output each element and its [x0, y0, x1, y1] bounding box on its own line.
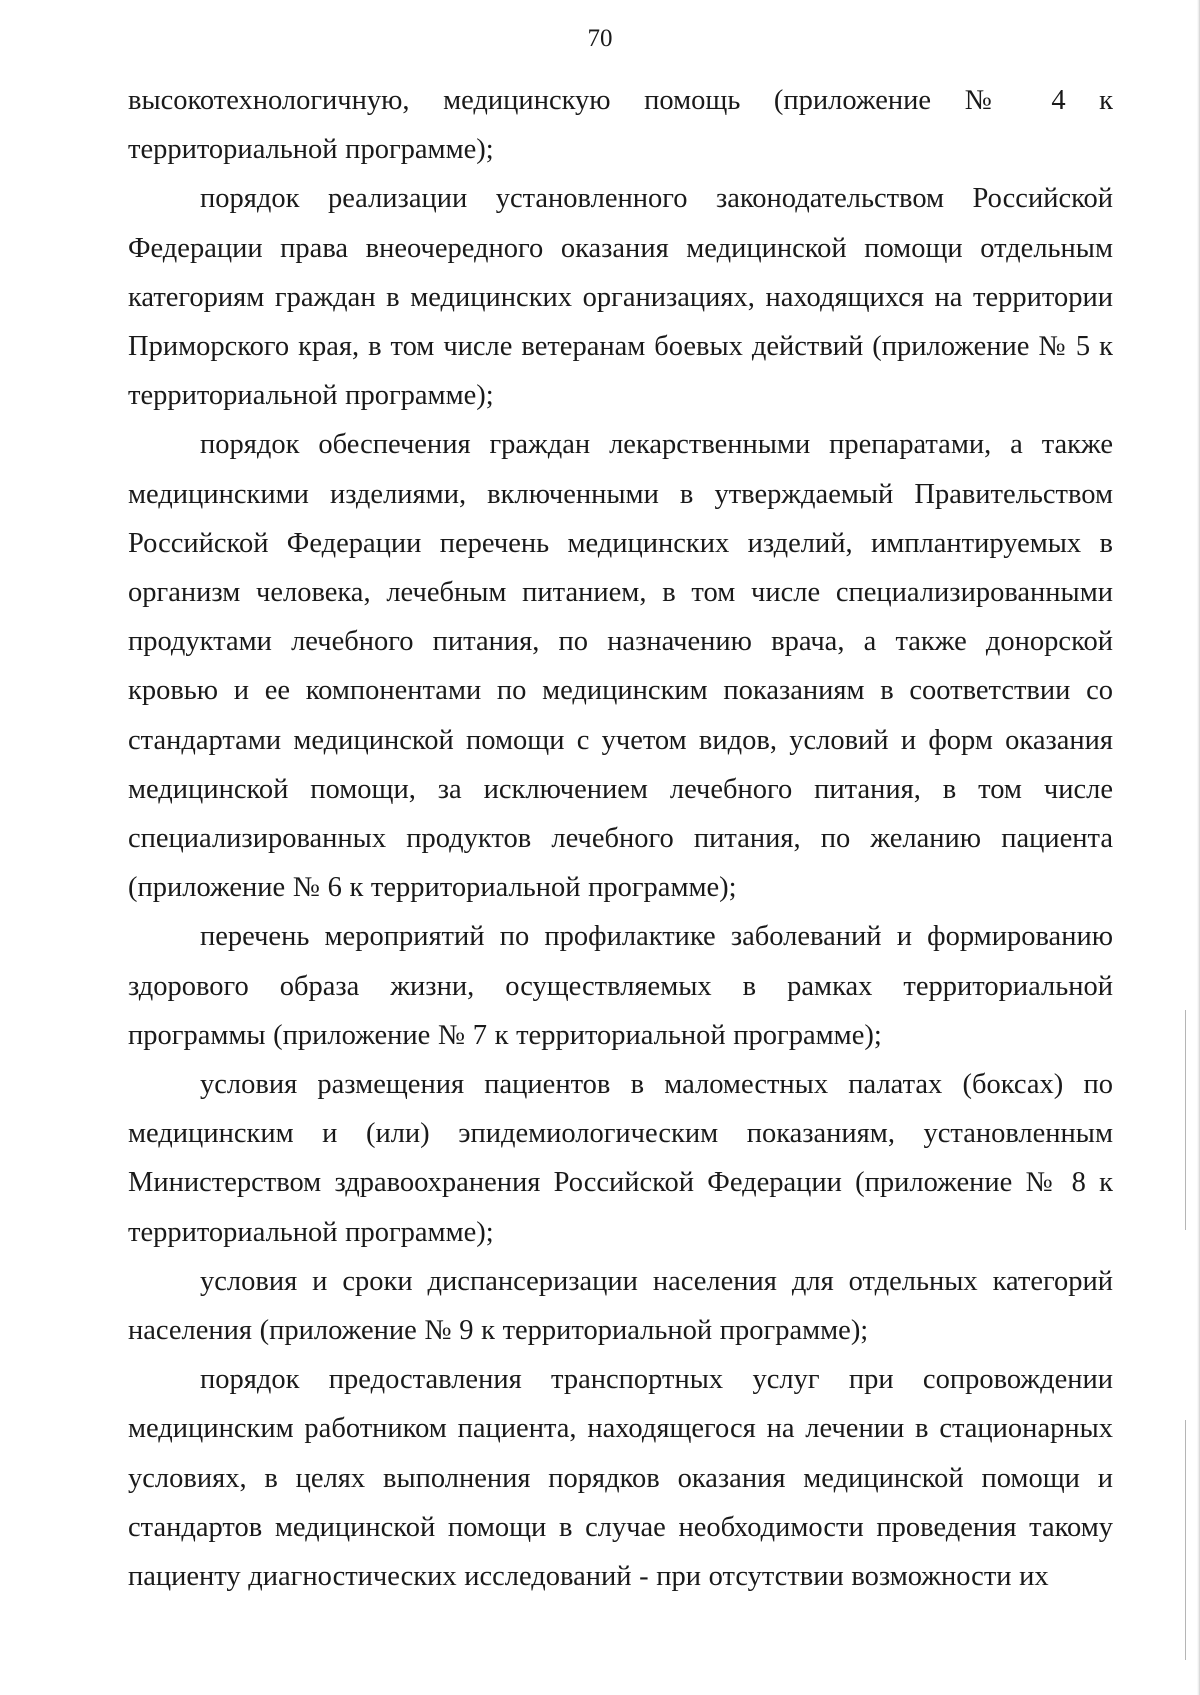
paragraph-drug-provision-order: порядок обеспечения граждан лекарственными препаратами, а также медицинскими изделиями, включенными в утверждаемый Правительством Российской Федерации перечень медицинских изделий, имплантируемых в организм человека, лечебным питанием, в том числе специализированными продуктами лечебного питания, по назначению врача, а также донорской кровью и ее компонентами по медицинским показаниям в соответствии со стандартами медицинской помощи с учетом видов, условий и форм оказания медицинской помощи, за исключением лечебного питания, в том числе специализированных продуктов лечебного питания, по желанию пациента (приложение № 6 к территориальной программе); [128, 429, 1113, 904]
paragraph-transport-services-order: порядок предоставления транспортных услуг при сопровождении медицинским работником пациента, находящегося на лечении в стационарных условиях, в целях выполнения порядков оказания медицинской помощи и стандартов медицинской помощи в случае необходимости проведения такому пациенту диагностических исследований - при отсутствии возможности их [128, 1364, 1113, 1593]
page-number: 70 [587, 25, 613, 52]
paragraph-hightech-care-continuation: высокотехнологичную, медицинскую помощь (приложение № 4 к территориальной программе); [128, 85, 1113, 166]
paragraph-small-ward-conditions: условия размещения пациентов в маломестных палатах (боксах) по медицинским и (или) эпидемиологическим показаниям, установленным Министерством здравоохранения Российской Федерации (приложение № 8 к территориальной программе); [128, 1069, 1113, 1248]
paragraph-priority-care-order: порядок реализации установленного законодательством Российской Федерации права внеочередного оказания медицинской помощи отдельным категориям граждан в медицинских организациях, находящихся на территории Приморского края, в том числе ветеранам боевых действий (приложение № 5 к территориальной программе); [128, 183, 1113, 412]
scan-artifact-line [1185, 1010, 1186, 1230]
paragraph-prevention-measures: перечень мероприятий по профилактике заболеваний и формированию здорового образа жизни, осуществляемых в рамках территориальной программы (приложение № 7 к территориальной программе); [128, 921, 1113, 1051]
scan-artifact-line [1185, 1420, 1186, 1660]
paragraph-dispensary-conditions: условия и сроки диспансеризации населения для отдельных категорий населения (приложение № 9 к территориальной программе); [128, 1265, 1113, 1347]
document-body [128, 76, 1113, 1601]
